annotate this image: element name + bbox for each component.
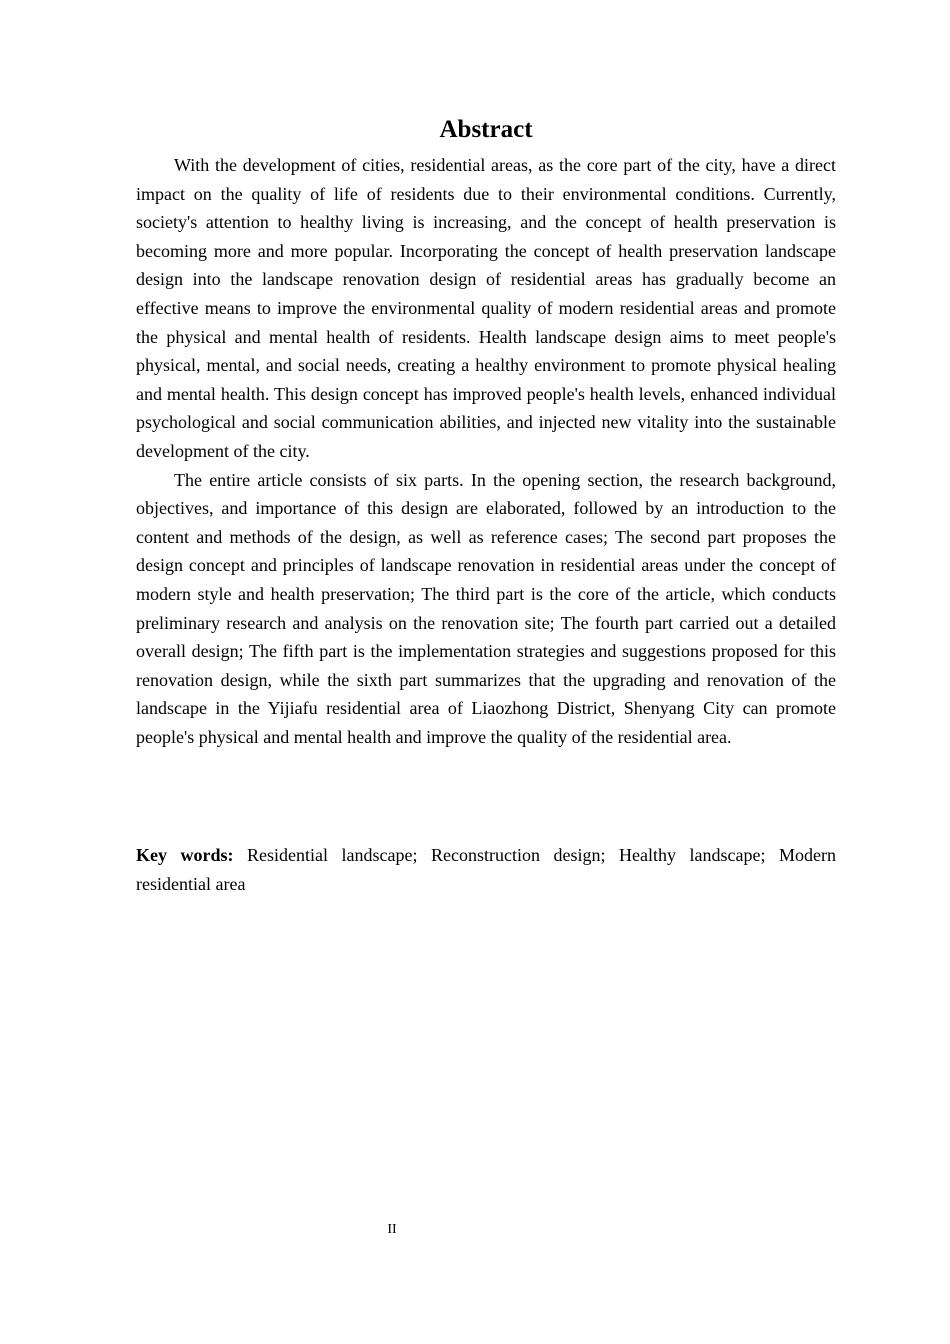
abstract-paragraph-2: The entire article consists of six parts. In the opening section, the research background, objectives, and importance of this design are elaborated, followed by an introduction to the content and methods of the design, as well as reference cases; The second part proposes the design concept and principles of landscape renovation in residential areas under the concept of modern style and health preservation; The third part is the core of the article, which conducts preliminary research and analysis on the renovation site; The fourth part carried out a detailed overall design; The fifth part is the implementation strategies and suggestions proposed for this renovation design, while the sixth part summarizes that the upgrading and renovation of the landscape in the Yijiafu residential area of Liaozhong District, Shenyang City can promote people's physical and mental health and improve the quality of the residential area. xyxy=(136,469,836,747)
abstract-paragraph-1: With the development of cities, residential areas, as the core part of the city, have a direct impact on the quality of life of residents due to their environmental conditions. Currently, society's attention to healthy living is increasing, and the concept of health preservation is becoming more and more popular. Incorporating the concept of health preservation landscape design into the landscape renovation design of residential areas has gradually become an effective means to improve the environmental quality of modern residential areas and promote the physical and mental health of residents. Health landscape design aims to meet people's physical, mental, and social needs, creating a healthy environment to promote physical healing and mental health. This design concept has improved people's health levels, enhanced individual psychological and social communication abilities, and injected new vitality into the sustainable development of the city. xyxy=(136,155,836,461)
page-number: II xyxy=(387,1222,397,1237)
keywords-line xyxy=(136,841,836,898)
keywords-text: Residential landscape; Reconstruction design; Healthy landscape; Modern residential area xyxy=(136,845,837,894)
abstract-body xyxy=(136,151,836,751)
keywords-label: Key words: xyxy=(136,845,234,865)
abstract-title: Abstract xyxy=(439,116,533,143)
